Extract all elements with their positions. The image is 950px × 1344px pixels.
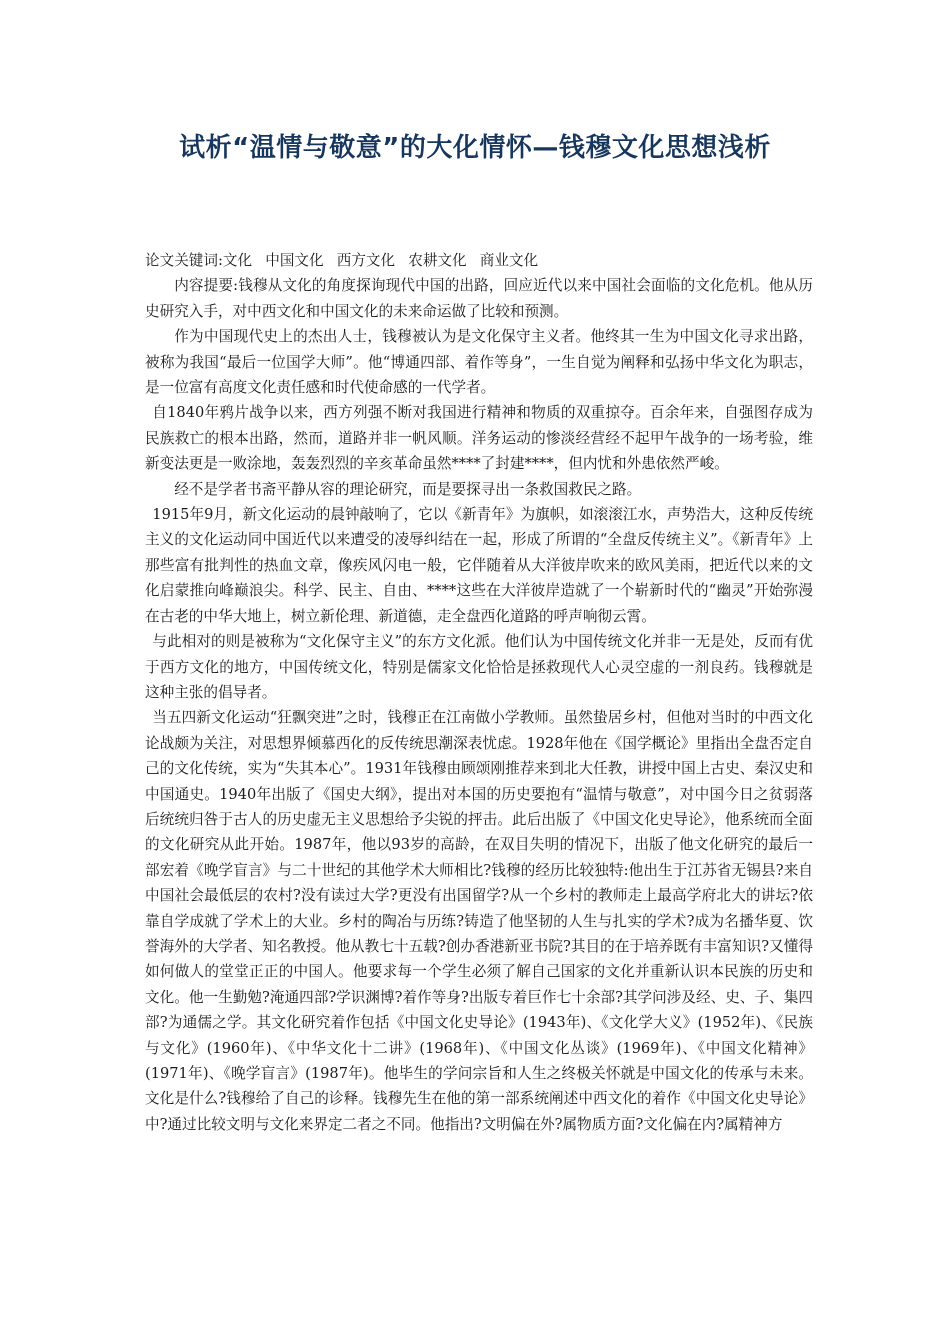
- body-paragraph: 作为中国现代史上的杰出人士，钱穆被认为是文化保守主义者。他终其一生为中国文化寻求出路，被称为我国“最后一位国学大师”。他“博通四部、着作等身”，一生自觉为阐释和弘扬中华文化为职志，是一位富有高度文化责任感和时代使命感的一代学者。: [145, 328, 813, 397]
- keywords-label: 论文关键词:: [145, 252, 223, 269]
- keyword: 文化: [222, 252, 253, 269]
- keyword: 西方文化: [336, 252, 396, 269]
- keyword: 商业文化: [479, 252, 539, 269]
- document-body: [145, 248, 813, 1137]
- keywords-line: [145, 248, 813, 273]
- body-paragraph: 1915年9月，新文化运动的晨钟敲响了，它以《新青年》为旗帜，如滚滚江水，声势浩大，这种反传统主义的文化运动同中国近代以来遭受的凌辱纠结在一起，形成了所谓的“全盘反传统主义”。《新青年》上那些富有批判性的热血文章，像疾风闪电一般，它伴随着从大洋彼岸吹来的欧风美雨，把近代以来的文化启蒙推向峰巅浪尖。科学、民主、自由、****这些在大洋彼岸造就了一个崭新时代的“幽灵”开始弥漫在古老的中华大地上，树立新伦理、新道德，走全盘西化道路的呼声响彻云霄。: [145, 506, 813, 625]
- keyword: 农耕文化: [408, 252, 467, 269]
- body-paragraph: 与此相对的则是被称为“文化保守主义”的东方文化派。他们认为中国传统文化并非一无是处，反而有优于西方文化的地方，中国传统文化，特别是儒家文化恰恰是拯救现代人心灵空虚的一剂良药。钱穆就是这种主张的倡导者。: [145, 633, 813, 701]
- keyword: 中国文化: [265, 252, 324, 269]
- abstract-paragraph: 内容提要:钱穆从文化的角度探询现代中国的出路，回应近代以来中国社会面临的文化危机。他从历史研究入手，对中西文化和中国文化的未来命运做了比较和预测。: [145, 277, 813, 320]
- body-paragraph: 当五四新文化运动“狂飘突进”之时，钱穆正在江南做小学教师。虽然蛰居乡村，但他对当时的中西文化论战颇为关注，对思想界倾慕西化的反传统思潮深表忧虑。1928年他在《国学概论》里指出全盘否定自己的文化传统，实为“失其本心”。1931年钱穆由顾颂刚推荐来到北大任教，讲授中国上古史、秦汉史和中国通史。1940年出版了《国史大纲》，提出对本国的历史要抱有“温情与敬意”，对中国今日之贫弱落后统统归咎于古人的历史虚无主义思想给予尖锐的抨击。此后出版了《中国文化史导论》，他系统而全面的文化研究从此开始。1987年，他以93岁的高龄，在双目失明的情况下，出版了他文化研究的最后一部宏着《晚学盲言》与二十世纪的其他学术大师相比?钱穆的经历比较独特:他出生于江苏省无锡县?来自中国社会最低层的农村?没有读过大学?更没有出国留学?从一个乡村的教师走上最高学府北大的讲坛?依靠自学成就了学术上的大业。乡村的陶冶与历练?铸造了他坚韧的人生与扎实的学术?成为名播华夏、饮誉海外的大学者、知名教授。他从教七十五载?创办香港新亚书院?其目的在于培养既有丰富知识?又懂得如何做人的堂堂正正的中国人。他要求每一个学生必须了解自己国家的文化并重新认识本民族的历史和文化。他一生勤勉?淹通四部?学识渊博?着作等身?出版专着巨作七十余部?其学问涉及经、史、子、集四部?为通儒之学。其文化研究着作包括《中国文化史导论》(1943年)、《文化学大义》(1952年)、《民族与文化》(1960年)、《中华文化十二讲》(1968年)、《中国文化丛谈》(1969年)、《中国文化精神》(1971年)、《晚学盲言》(1987年)。他毕生的学问宗旨和人生之终极关怀就是中国文化的传承与未来。文化是什么?钱穆给了自己的诊释。钱穆先生在他的第一部系统阐述中西文化的着作《中国文化史导论》中?通过比较文明与文化来界定二者之不同。他指出?文明偏在外?属物质方面?文化偏在内?属精神方: [145, 709, 813, 1133]
- body-paragraph: 自1840年鸦片战争以来，西方列强不断对我国进行精神和物质的双重掠夺。百余年来，自强图存成为民族救亡的根本出路，然而，道路并非一帆风顺。洋务运动的惨淡经营经不起甲午战争的一场考验，维新变法更是一败涂地，轰轰烈烈的辛亥革命虽然****了封建****，但内忧和外患依然严峻。: [145, 404, 813, 473]
- body-paragraph: 经不是学者书斋平静从容的理论研究，而是要探寻出一条救国救民之路。: [174, 480, 642, 498]
- document-title: 试析“温情与敬意”的大化情怀—钱穆文化思想浅析: [179, 133, 771, 163]
